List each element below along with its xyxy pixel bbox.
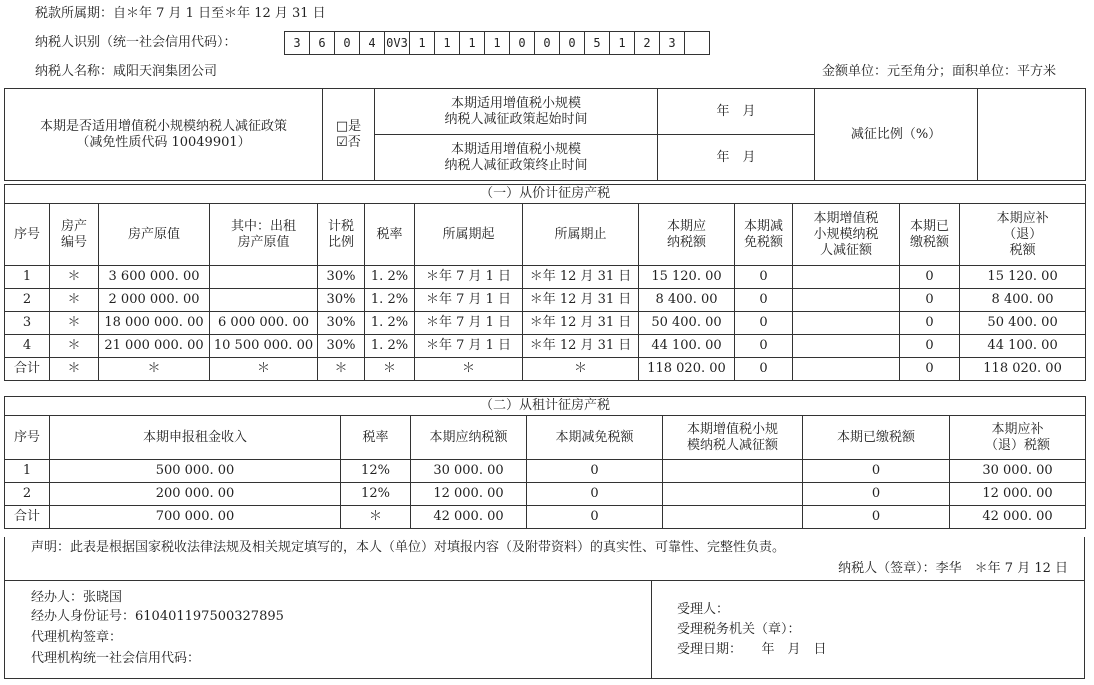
taxpayer-id-cell: 0 (559, 31, 585, 55)
table-cell: 12 000. 00 (950, 483, 1086, 506)
column-header (50, 416, 341, 460)
receiving-date: 受理日期： 年 月 日 (677, 642, 827, 657)
policy-end-label-line: 纳税人减征政策终止时间 (444, 157, 588, 173)
table-cell (793, 266, 900, 289)
column-header-line: 税率 (362, 429, 389, 445)
section2-table (4, 396, 1086, 529)
policy-end-label-line: 本期适用增值税小规模 (450, 141, 581, 157)
table-cell: ＊年 12 月 31 日 (523, 312, 639, 335)
table-cell: 12% (341, 460, 411, 483)
policy-question: 本期是否适用增值税小规模纳税人减征政策 (39, 118, 287, 134)
column-header (210, 204, 318, 266)
column-header-line: 房产 (60, 218, 87, 234)
taxpayer-id-cell: 1 (459, 31, 485, 55)
column-header (341, 416, 411, 460)
column-header (960, 204, 1086, 266)
table-cell: 3 600 000. 00 (99, 266, 210, 289)
table-cell: ＊年 12 月 31 日 (523, 335, 639, 358)
table-row (5, 312, 1086, 335)
taxpayer-name: 纳税人名称：咸阳天润集团公司 (35, 64, 218, 79)
table-row (5, 483, 1086, 506)
policy-code: （减免性质代码 10049901） (76, 134, 251, 150)
total-cell: 42 000. 00 (411, 506, 527, 529)
table-cell: 0 (735, 266, 793, 289)
table-cell: 200 000. 00 (50, 483, 341, 506)
table-cell (793, 312, 900, 335)
taxpayer-id-cell: 3 (284, 31, 310, 55)
table-row (5, 266, 1086, 289)
table-cell: ＊ (50, 335, 99, 358)
table-cell: 8 400. 00 (960, 289, 1086, 312)
table-cell: 10 500 000. 00 (210, 335, 318, 358)
column-header-line: 小规模纳税 (813, 226, 879, 242)
column-header-line: 本期应 (666, 218, 706, 234)
taxpayer-id-cell: 5 (584, 31, 610, 55)
table-cell: ＊ (50, 289, 99, 312)
header-row (5, 416, 1086, 460)
reduction-ratio-value (978, 89, 1086, 181)
table-cell: 1. 2% (365, 289, 415, 312)
column-header-line: 纳税额 (666, 234, 706, 250)
column-header-line: 计税 (327, 218, 354, 234)
column-header (365, 204, 415, 266)
total-cell: ＊ (415, 358, 523, 381)
total-cell: ＊ (210, 358, 318, 381)
table-cell: 30% (318, 266, 365, 289)
taxpayer-signature: 纳税人（签章）：李华 ＊年 7 月 12 日 (838, 561, 1068, 576)
section1-title: （一）从价计征房产税 (5, 185, 1086, 204)
total-row (5, 358, 1086, 381)
table-cell: 1. 2% (365, 266, 415, 289)
table-cell: 30% (318, 335, 365, 358)
declaration-text: 声明：此表是根据国家税收法律法规及相关规定填写的，本人（单位）对填报内容（及附带资料）的真实性、可靠性、完整性负责。 (31, 540, 786, 555)
table-cell: 0 (900, 289, 960, 312)
table-cell (793, 289, 900, 312)
table-cell: 0 (527, 483, 663, 506)
column-header-line: 税额 (1009, 242, 1036, 258)
taxpayer-id-cell: 1 (409, 31, 435, 55)
policy-choice-cell (323, 89, 375, 181)
policy-start-label (375, 89, 658, 135)
column-header-line: 本期应纳税额 (429, 429, 508, 445)
table-cell: ＊年 7 月 1 日 (415, 312, 523, 335)
total-cell: 42 000. 00 (950, 506, 1086, 529)
column-header-line: 本期已缴税额 (836, 429, 915, 445)
table-cell: 0 (900, 335, 960, 358)
total-cell: 0 (803, 506, 950, 529)
taxpayer-id-cell: 0 (334, 31, 360, 55)
acceptance-box (4, 580, 1085, 679)
policy-yes-checkbox[interactable]: □是 (335, 118, 362, 134)
column-header (523, 204, 639, 266)
column-header-line: （退） (1003, 226, 1043, 242)
header-row (5, 204, 1086, 266)
amount-units: 金额单位：元至角分；面积单位：平方米 (821, 64, 1056, 79)
table-cell (210, 266, 318, 289)
table-cell: 30 000. 00 (950, 460, 1086, 483)
column-header-line: 人减征额 (819, 242, 872, 258)
total-cell: ＊ (341, 506, 411, 529)
column-header-line: 缴税额 (909, 234, 949, 250)
taxpayer-id-cell: 1 (434, 31, 460, 55)
table-cell: 0 (527, 460, 663, 483)
table-row (5, 460, 1086, 483)
table-cell: ＊年 7 月 1 日 (415, 335, 523, 358)
table-cell: ＊ (50, 312, 99, 335)
policy-start-label-line: 纳税人减征政策起始时间 (444, 111, 588, 127)
table-cell: 0 (735, 335, 793, 358)
table-cell: 3 (5, 312, 50, 335)
column-header (318, 204, 365, 266)
table-cell: 1. 2% (365, 335, 415, 358)
column-header (50, 204, 99, 266)
taxpayer-id-cell: 1 (484, 31, 510, 55)
column-header (663, 416, 803, 460)
total-cell: 0 (900, 358, 960, 381)
column-header-line: 所属期止 (554, 226, 607, 242)
reduction-ratio-label: 减征比例（%） (815, 89, 978, 181)
policy-question-cell (5, 89, 323, 181)
table-cell: 44 100. 00 (960, 335, 1086, 358)
column-header-line: 免税额 (743, 234, 783, 250)
table-cell: 8 400. 00 (639, 289, 735, 312)
column-header-line: 本期减 (743, 218, 783, 234)
divider (651, 580, 652, 678)
table-cell: 15 120. 00 (639, 266, 735, 289)
total-cell (663, 506, 803, 529)
column-header (415, 204, 523, 266)
total-cell: 合计 (5, 358, 50, 381)
table-cell: ＊ (50, 266, 99, 289)
column-header-line: （退）税额 (985, 437, 1051, 453)
taxpayer-id-cell: 0 (534, 31, 560, 55)
taxpayer-id-cell: 2 (634, 31, 660, 55)
taxpayer-id-label: 纳税人识别（统一社会信用代码）： (35, 35, 237, 50)
table-cell: ＊年 7 月 1 日 (415, 289, 523, 312)
table-cell: 30 000. 00 (411, 460, 527, 483)
column-header-line: 本期增值税 (813, 210, 879, 226)
table-cell: 21 000 000. 00 (99, 335, 210, 358)
total-cell: ＊ (318, 358, 365, 381)
column-header-line: 本期已 (909, 218, 949, 234)
table-cell: 12% (341, 483, 411, 506)
column-header-line: 比例 (327, 234, 354, 250)
taxpayer-id-cell: 0V3 (384, 31, 410, 55)
table-cell: 2 000 000. 00 (99, 289, 210, 312)
policy-end-label (375, 135, 658, 181)
column-header-line: 房产原值 (127, 226, 180, 242)
table-cell: ＊年 12 月 31 日 (523, 289, 639, 312)
total-row (5, 506, 1086, 529)
section2-title: （二）从租计征房产税 (5, 397, 1086, 416)
column-header-line: 其中：出租 (230, 218, 296, 234)
column-header-line: 本期增值税小规 (686, 421, 778, 437)
table-cell: 18 000 000. 00 (99, 312, 210, 335)
agency-seal: 代理机构签章： (31, 630, 123, 645)
table-cell: 2 (5, 483, 50, 506)
section1-table (4, 184, 1086, 381)
column-header-line: 本期申报租金收入 (142, 429, 247, 445)
column-header-line: 编号 (60, 234, 87, 250)
table-cell: 30% (318, 312, 365, 335)
column-header (793, 204, 900, 266)
taxpayer-id-cells (284, 31, 710, 55)
taxpayer-id-cell (684, 31, 710, 55)
table-cell: 30% (318, 289, 365, 312)
table-cell: 15 120. 00 (960, 266, 1086, 289)
table-cell: 500 000. 00 (50, 460, 341, 483)
total-cell: 700 000. 00 (50, 506, 341, 529)
column-header-line: 本期减免税额 (555, 429, 634, 445)
table-cell: 1. 2% (365, 312, 415, 335)
column-header (639, 204, 735, 266)
total-cell: 合计 (5, 506, 50, 529)
column-header-line: 本期应补 (991, 421, 1044, 437)
table-cell: ＊年 12 月 31 日 (523, 266, 639, 289)
table-cell: 1 (5, 460, 50, 483)
column-header (5, 204, 50, 266)
total-cell: ＊ (365, 358, 415, 381)
table-cell: 0 (735, 312, 793, 335)
taxpayer-id-cell: 6 (309, 31, 335, 55)
tax-period: 税款所属期：自＊年 7 月 1 日至＊年 12 月 31 日 (35, 6, 326, 21)
policy-end-date: 年 月 (658, 135, 815, 181)
table-cell (663, 483, 803, 506)
total-cell: ＊ (50, 358, 99, 381)
column-header-line: 房产原值 (237, 234, 290, 250)
taxpayer-id-cell: 3 (659, 31, 685, 55)
table-cell: 50 400. 00 (639, 312, 735, 335)
column-header-line: 本期应补 (996, 210, 1049, 226)
total-cell: 118 020. 00 (639, 358, 735, 381)
table-cell: 4 (5, 335, 50, 358)
table-cell: 0 (803, 460, 950, 483)
column-header (900, 204, 960, 266)
policy-no-checkbox[interactable]: ☑否 (336, 134, 361, 150)
total-cell: 0 (735, 358, 793, 381)
column-header-line: 序号 (13, 226, 40, 242)
receiving-office: 受理税务机关（章）： (677, 622, 801, 637)
column-header-line: 序号 (13, 429, 40, 445)
total-cell: 0 (527, 506, 663, 529)
table-cell: 2 (5, 289, 50, 312)
table-cell: 6 000 000. 00 (210, 312, 318, 335)
table-cell: 44 100. 00 (639, 335, 735, 358)
column-header (527, 416, 663, 460)
table-row (5, 335, 1086, 358)
column-header-line: 税率 (376, 226, 403, 242)
agent-name: 经办人：张晓国 (31, 590, 123, 605)
table-cell (663, 460, 803, 483)
table-cell: 0 (803, 483, 950, 506)
total-cell: 118 020. 00 (960, 358, 1086, 381)
total-cell (793, 358, 900, 381)
table-cell: 1 (5, 266, 50, 289)
table-row (5, 289, 1086, 312)
total-cell: ＊ (523, 358, 639, 381)
taxpayer-id-cell: 4 (359, 31, 385, 55)
column-header (411, 416, 527, 460)
policy-table (4, 88, 1086, 181)
table-cell: 0 (735, 289, 793, 312)
column-header (950, 416, 1086, 460)
agent-id: 经办人身份证号：610401197500327895 (31, 609, 284, 624)
column-header (803, 416, 950, 460)
column-header-line: 模纳税人减征额 (686, 437, 778, 453)
column-header (99, 204, 210, 266)
agency-code: 代理机构统一社会信用代码： (31, 651, 201, 666)
table-cell: 0 (900, 266, 960, 289)
column-header (5, 416, 50, 460)
policy-start-label-line: 本期适用增值税小规模 (450, 95, 581, 111)
column-header (735, 204, 793, 266)
table-cell: 12 000. 00 (411, 483, 527, 506)
receiver: 受理人： (677, 602, 730, 617)
declaration-box (4, 537, 1085, 581)
total-cell: ＊ (99, 358, 210, 381)
table-cell (210, 289, 318, 312)
table-cell (793, 335, 900, 358)
taxpayer-id-cell: 0 (509, 31, 535, 55)
column-header-line: 所属期起 (442, 226, 495, 242)
policy-start-date: 年 月 (658, 89, 815, 135)
table-cell: 50 400. 00 (960, 312, 1086, 335)
taxpayer-id-cell: 1 (609, 31, 635, 55)
table-cell: ＊年 7 月 1 日 (415, 266, 523, 289)
table-cell: 0 (900, 312, 960, 335)
